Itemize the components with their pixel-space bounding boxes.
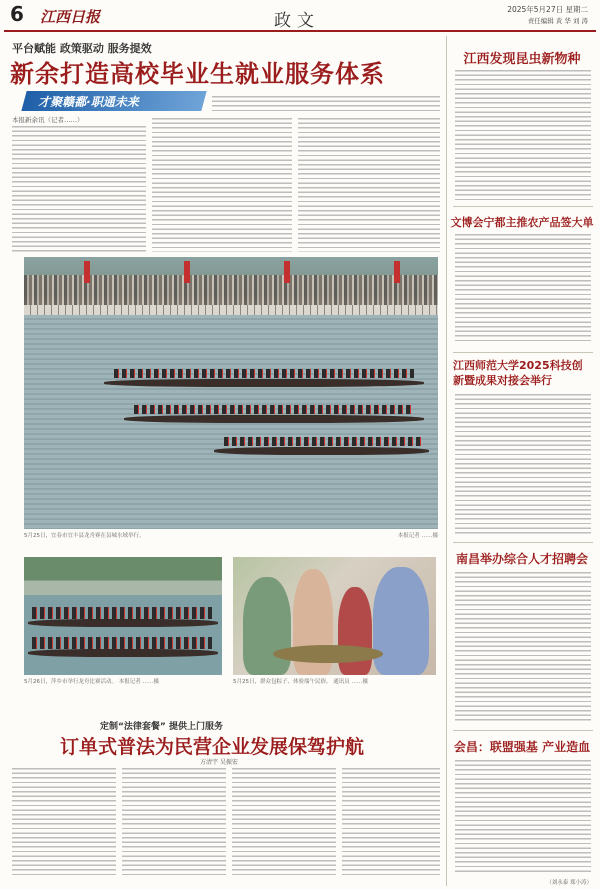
right-headline-1: 江西发现昆虫新物种 <box>463 52 581 67</box>
right-body-2 <box>455 234 591 344</box>
dragon-boat <box>104 379 424 387</box>
right-headline-2: 文博会宁都主推农产品签大单 <box>450 216 594 229</box>
flag <box>284 261 290 283</box>
dragon-boat <box>28 649 218 657</box>
main-headline: 新余打造高校毕业生就业服务体系 <box>10 60 385 88</box>
main-credit-text: 本报记者 ……摄 <box>397 533 438 539</box>
flag <box>84 261 90 283</box>
second-byline: 方清宇 吴振宏 <box>200 759 238 766</box>
main-kicker: 平台赋能 政策驱动 服务提效 <box>12 42 152 55</box>
right-body-5 <box>455 760 591 874</box>
article-body-col2 <box>152 118 292 252</box>
divider <box>453 730 593 731</box>
second-headline: 订单式普法为民营企业发展保驾护航 <box>60 736 365 758</box>
section-name: 政文 <box>274 11 320 31</box>
dragon-boat <box>214 447 429 455</box>
dragon-boat <box>28 619 218 627</box>
article-body-top <box>212 96 440 114</box>
person <box>243 577 291 675</box>
second-body-col2 <box>122 768 226 878</box>
masthead <box>4 2 596 32</box>
right-body-1 <box>455 70 591 200</box>
article-body-col3 <box>298 118 440 252</box>
zongzi-basket <box>273 645 383 663</box>
main-photo-caption <box>24 533 438 540</box>
rowers <box>32 607 212 619</box>
right-headline-3: 江西师范大学2025科技创新暨成果对接会举行 <box>453 359 583 387</box>
second-kicker: 定制“法律套餐” 提供上门服务 <box>100 722 223 732</box>
railing <box>24 305 438 315</box>
column-banner <box>21 91 206 111</box>
person <box>373 567 429 675</box>
left-caption-text: 5月26日，萍乡市举行龙舟比赛活动。 <box>24 679 117 685</box>
divider <box>453 542 593 543</box>
divider <box>453 206 593 207</box>
rowing-photo <box>24 557 222 675</box>
rowers <box>224 437 424 446</box>
right-body-3 <box>455 394 591 534</box>
left-credit-text: 本报记者 ……摄 <box>118 679 159 685</box>
second-body-col4 <box>342 768 440 878</box>
date-line: 2025年5月27日 星期二 <box>507 5 588 14</box>
right-column <box>446 36 596 886</box>
page-number: 6 <box>10 2 24 26</box>
editor-line: 责任编辑 黄 华 刘 涛 <box>527 17 588 25</box>
second-body-col1 <box>12 768 116 878</box>
flag <box>394 261 400 283</box>
right-body-4 <box>455 572 591 722</box>
divider <box>453 352 593 353</box>
right-headline-5: 会昌：联盟强基 产业造血 <box>453 740 591 754</box>
main-lede: 本报新余讯（记者……） <box>12 116 84 124</box>
article-body-col1 <box>12 126 146 252</box>
rowers <box>134 405 414 414</box>
right-credit-text: 通讯员 ……摄 <box>333 679 368 685</box>
zongzi-photo <box>233 557 436 675</box>
right-photo-caption <box>233 679 436 686</box>
left-photo-caption <box>24 679 222 686</box>
right-caption-text: 5月25日，群众包粽子、体验端午民俗。 <box>233 679 332 685</box>
main-caption-text: 5月25日，宜春市宜丰县龙舟赛在县城水域举行。 <box>24 533 145 539</box>
footnote: （刘永泰 郑小涛） <box>546 880 592 886</box>
rowers <box>32 637 212 649</box>
flag <box>184 261 190 283</box>
paper-name: 江西日报 <box>40 8 101 26</box>
banner-text: 才聚赣鄱·职通未来 <box>38 95 139 109</box>
dragon-boat-photo <box>24 257 438 529</box>
dragon-boat <box>124 415 424 423</box>
rowers <box>114 369 414 378</box>
second-body-col3 <box>232 768 336 878</box>
right-headline-4: 南昌举办综合人才招聘会 <box>455 552 588 566</box>
